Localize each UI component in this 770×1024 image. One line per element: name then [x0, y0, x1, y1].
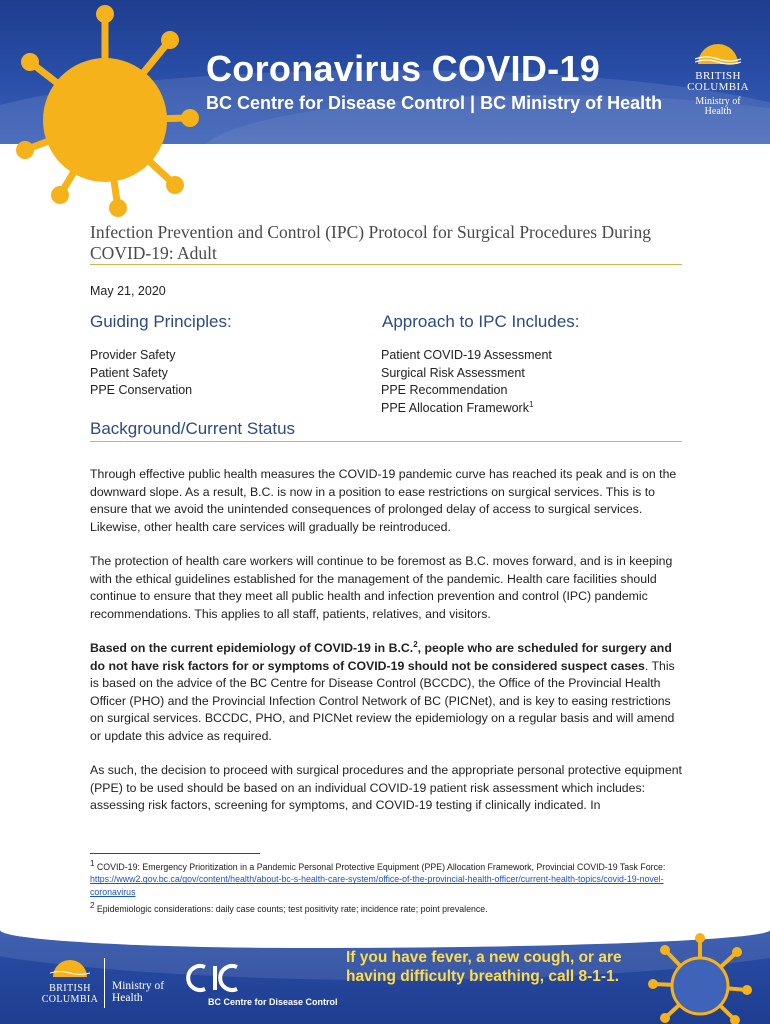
notice-line: If you have fever, a new cough, or are [346, 949, 622, 966]
list-item: Provider Safety [90, 348, 176, 362]
list-item: Surgical Risk Assessment [381, 365, 525, 380]
footnote-text: Epidemiologic considerations: daily case counts; test positivity rate; incidence rate; point prevalence. [94, 904, 488, 914]
footnote-2 [90, 903, 670, 915]
footer-ministry-line: Health [112, 992, 143, 1004]
bc-logo-line1: BRITISH [695, 70, 741, 82]
footnote-ref[interactable]: 1 [528, 399, 534, 409]
document-date: May 21, 2020 [90, 284, 166, 298]
bc-footer-line1: BRITISH [49, 983, 91, 994]
document-title: Infection Prevention and Control (IPC) Protocol for Surgical Procedures During COVID-19: Adult [90, 222, 652, 263]
paragraph [90, 640, 685, 746]
bc-sun-icon [695, 40, 741, 66]
list-item: PPE Recommendation [381, 383, 508, 397]
paragraph: Through effective public health measures the COVID-19 pandemic curve has reached its peak and is on the downward slope. As a result, B.C. is now in a position to ease restrictions on surgical services. This is to ensure that we avoid the unintended consequences of prolonged delay of access to surgical services. Likewise, other health care services will gradually be reintroduced. [90, 467, 677, 534]
footer-notice [346, 948, 622, 986]
guiding-principles-list [90, 347, 192, 400]
background-heading: Background/Current Status [90, 419, 296, 438]
list-item-text: PPE Allocation Framework [381, 400, 529, 415]
bc-government-footer-logo [40, 958, 100, 1005]
virus-footer-icon [645, 928, 755, 1024]
bc-logo-line2: COLUMBIA [687, 81, 749, 93]
bc-footer-line2: COLUMBIA [41, 994, 99, 1005]
paragraph-text: . This is based on the advice of the BC Centre for Disease Control (BCCDC), the Office of the Provincial Health Officer (PHO) and the Provincial Infection Control Network of BC (PICNet), and is key to easing restrictions on surgical services. BCCDC, PHO, and PICNet review the epidemiology on a regular basis and will amend or update this advice as required. [90, 658, 675, 743]
notice-line: having difficulty breathing, call 8-1-1. [346, 968, 620, 985]
approach-list [381, 347, 552, 417]
bc-government-logo [686, 40, 750, 117]
bccdc-name: BC Centre for Disease Control [208, 997, 338, 1007]
bc-logo-ministry1: Ministry of [695, 96, 741, 107]
footnote-number: 1 [90, 859, 95, 869]
footer-ministry-line: Ministry of [112, 980, 165, 992]
bc-logo-ministry2: Health [704, 106, 732, 117]
footnote-1 [90, 861, 670, 898]
bccdc-logo-icon [185, 962, 245, 994]
footnote-link[interactable]: https://www2.gov.bc.ca/gov/content/health/about-bc-s-health-care-system/office-of-the-provincial-health-officer/current-health-topics/covid-19-novel-coronavirus [90, 874, 664, 897]
footer-logo-divider [104, 958, 105, 1008]
list-item [381, 400, 552, 418]
header-subtitle: BC Centre for Disease Control | BC Ministry of Health [206, 93, 663, 113]
footnote-ref[interactable]: 2 [413, 639, 418, 649]
guiding-principles-heading: Guiding Principles: [90, 312, 232, 331]
footnote-number: 2 [90, 901, 95, 911]
header-title: Coronavirus COVID-19 [206, 48, 601, 89]
footer-ministry [112, 980, 164, 1004]
list-item: PPE Conservation [90, 383, 193, 397]
footnote-text: COVID-19: Emergency Prioritization in a Pandemic Personal Protective Equipment (PPE) Allocation Framework, Provincial COVID-19 Task Force: [94, 862, 666, 872]
approach-heading: Approach to IPC Includes: [382, 312, 580, 331]
list-item: Patient Safety [90, 365, 168, 380]
paragraph: As such, the decision to proceed with surgical procedures and the appropriate personal protective equipment (PPE) to be used should be based on an individual COVID-19 patient risk assessment which includes: assessing risk factors, screening for symptoms, and COVID-19 testing if clinically indicated. In [90, 763, 682, 813]
paragraph-bold: , people who are scheduled for surgery and do not have risk factors for or symptoms of COVID-19 should not be considered suspect cases [90, 641, 672, 673]
background-divider [90, 441, 682, 442]
virus-illustration-icon [0, 0, 215, 230]
bc-sun-icon [50, 958, 90, 978]
paragraph-bold: Based on the current epidemiology of COVID-19 in B.C. [90, 641, 414, 655]
title-divider [90, 264, 682, 265]
footnote-divider [90, 853, 260, 854]
paragraph: The protection of health care workers will continue to be foremost as B.C. moves forward, and is in keeping with the ethical guidelines established for the management of the pandemic. Health care facilities should continue to ensure that they meet all public health and infection prevention and control (IPC) pandemic recommendations. This applies to all staff, patients, relatives, and visitors. [90, 554, 673, 621]
list-item: Patient COVID-19 Assessment [381, 348, 552, 362]
